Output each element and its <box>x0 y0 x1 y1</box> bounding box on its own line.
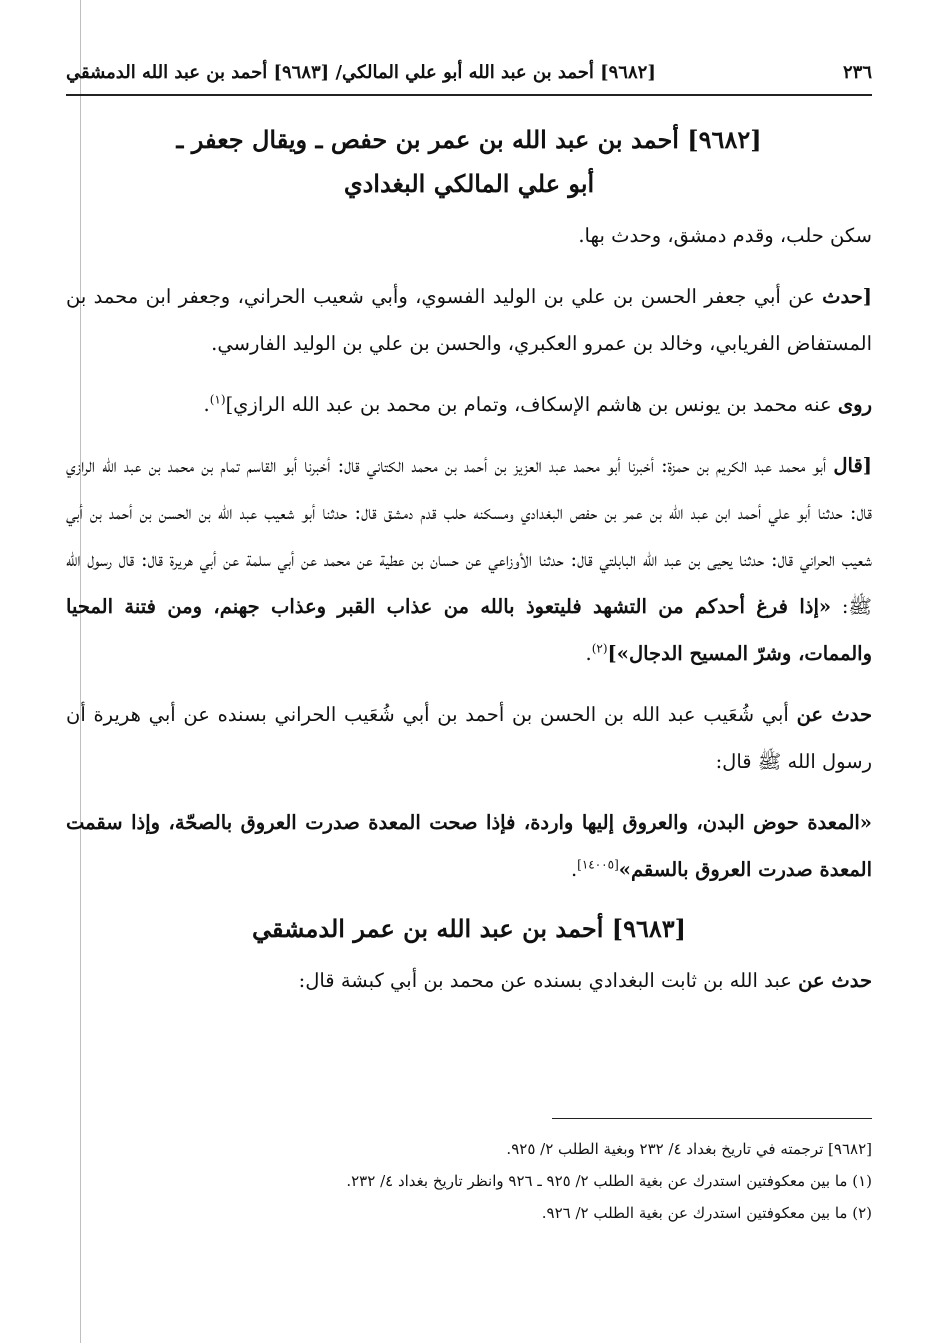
punctuation: . <box>570 858 578 881</box>
paragraph-entry2-narrated-from <box>66 957 872 1004</box>
footnote-rule <box>552 1118 872 1119</box>
paragraph-narrated-by <box>66 381 872 428</box>
footnote-1: (١) ما بين معكوفتين استدرك عن بغية الطلب ٢/ ٩٢٥ ـ ٩٢٦ وانظر تاريخ بغداد ٤/ ٢٣٢. <box>346 1172 872 1190</box>
running-header <box>66 52 872 92</box>
paragraph-hadith-stomach <box>66 799 872 893</box>
entry-9683-title: [٩٦٨٣] أحمد بن عبد الله بن عمر الدمشقي <box>251 914 687 943</box>
hadith-text: «إذا فرغ أحدكم من التشهد فليتعوذ بالله من عذاب القبر وعذاب جهنم، ومن فتنة المحيا والممات، وشرّ المسيح الدجال»] <box>66 595 872 665</box>
header-rule <box>66 94 872 96</box>
hadith-number-ref: [١٤٠٠٥] <box>577 857 619 872</box>
paragraph-isnad-hadith <box>66 442 872 677</box>
paragraph-text: عبد الله بن ثابت البغدادي بسنده عن محمد بن أبي كبشة قال: <box>298 969 799 992</box>
lead-word: [حدث <box>822 285 872 308</box>
footnote-ref-1: (١) <box>209 392 226 407</box>
footnote-ref-2: (٢) <box>591 641 608 656</box>
paragraph-text: عنه محمد بن يونس بن هاشم الإسكاف، وتمام بن محمد بن عبد الله الرازي] <box>225 393 838 416</box>
entry-9682-title-line2: أبو علي المالكي البغدادي <box>343 169 595 198</box>
paragraph-text: أبو محمد عبد الكريم بن حمزة: أخبرنا أبو محمد عبد العزيز بن أحمد بن محمد الكتاني قال: أخبرنا أبو القاسم تمام بن محمد بن عبد الله الرازي قال: حدثنا أبو علي أحمد ابن عبد الله بن عمر بن حفص البغدادي ومسكنه حلب قدم دمشق قال: حدثنا أبو شعيب عبد الله بن الحسن بن أحمد بن أبي شعيب الحراني قال: حدثنا يحيى بن عبد الله البابلتي قال: حدثنا الأوزاعي عن حسان بن عطية عن محمد عن أبي سلمة عن أبي هريرة قال: قال رسول الله ﷺ: <box>66 454 872 618</box>
paragraph-text: عن أبي جعفر الحسن بن علي بن الوليد الفسوي، وأبي شعيب الحراني، وجعفر ابن محمد بن المستفاض الفريابي، وخالد بن عمرو العكبري، والحسن بن علي بن الوليد الفارسي. <box>66 285 872 355</box>
page-number: ٢٣٦ <box>842 61 872 83</box>
lead-word: حدث عن <box>798 969 872 992</box>
lead-word: حدث عن <box>796 703 873 726</box>
punctuation: . <box>203 393 210 416</box>
lead-word: [قال <box>833 454 872 477</box>
running-title: [٩٦٨٢] أحمد بن عبد الله أبو علي المالكي/ [٩٦٨٣] أحمد بن عبد الله الدمشقي <box>66 61 656 83</box>
lead-word: روى <box>837 393 872 416</box>
punctuation: . <box>585 642 592 665</box>
paragraph-text: أبي شُعَيب عبد الله بن الحسن بن أحمد بن أبي شُعَيب الحراني بسنده عن أبي هريرة أن رسول الله ﷺ قال: <box>66 703 872 773</box>
entry-9682-title-line1: [٩٦٨٢] أحمد بن عبد الله بن عمر بن حفص ـ ويقال جعفر ـ <box>176 125 762 154</box>
footnote-entry-source: [٩٦٨٢] ترجمته في تاريخ بغداد ٤/ ٢٣٢ وبغية الطلب ٢/ ٩٢٥. <box>506 1140 872 1158</box>
paragraph-residence: سكن حلب، وقدم دمشق، وحدث بها. <box>578 224 872 247</box>
entry-9682-title <box>66 118 872 206</box>
main-text <box>66 118 872 1018</box>
footnotes <box>66 1118 872 1229</box>
hadith-text: «المعدة حوض البدن، والعروق إليها واردة، فإذا صحت المعدة صدرت العروق بالصحّة، وإذا سقمت المعدة صدرت العروق بالسقم» <box>66 811 872 881</box>
paragraph-narrated-from-2 <box>66 691 872 785</box>
footnote-2: (٢) ما بين معكوفتين استدرك عن بغية الطلب ٢/ ٩٢٦. <box>541 1204 872 1222</box>
paragraph-narrated-from <box>66 273 872 367</box>
